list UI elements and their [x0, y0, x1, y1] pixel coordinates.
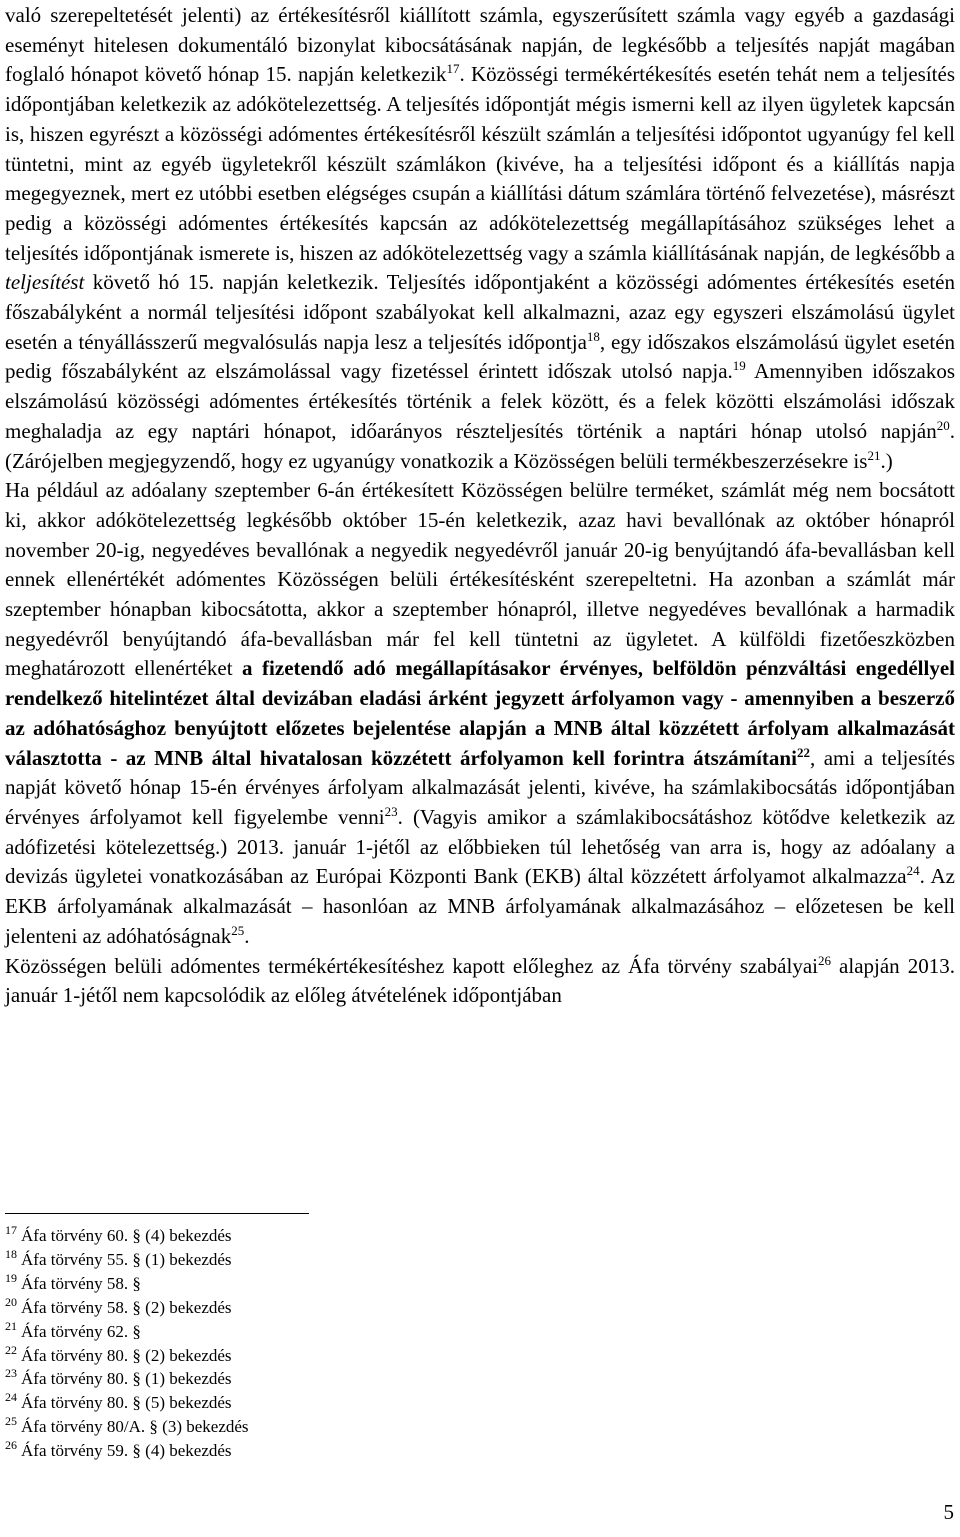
footnote-reference: 17 [446, 61, 460, 77]
footnote-text: Áfa törvény 55. § (1) bekezdés [21, 1249, 232, 1269]
footnote-number: 20 [5, 1294, 17, 1309]
footnote-reference: 22 [796, 744, 810, 760]
footnote-number: 26 [5, 1438, 17, 1453]
footnote [5, 1439, 605, 1463]
paragraph [5, 952, 955, 1011]
footnote-text: Áfa törvény 80. § (1) bekezdés [21, 1369, 232, 1389]
footnote-text: Áfa törvény 60. § (4) bekezdés [21, 1226, 232, 1245]
footnote-number: 23 [5, 1366, 17, 1381]
text-run: . (Zárójelben megjegyzendő, hogy ez ugyanúgy vonatkozik a Közösségen belüli termékbeszerzésekre is [5, 418, 955, 473]
footnote-text: Áfa törvény 58. § (2) bekezdés [21, 1297, 232, 1317]
paragraph [5, 1, 955, 476]
footnote-list [5, 1224, 605, 1463]
footnote-text: Áfa törvény 80. § (5) bekezdés [21, 1393, 232, 1413]
text-run: követő hó 15. napján keletkezik. Teljesítés időpontjaként a közösségi adómentes értékesítés esetén főszabályként a normál teljesítési időpont szabályokat kell alkalmazni, azaz egy egyszeri elszámolású ügylet esetén a tényállásszerű megvalósulás napja lesz a teljesítés időpontja [5, 270, 955, 354]
text-run: Amennyiben időszakos elszámolású közösségi adómentes értékesítés történik a felek között, és a felek közötti elszámolási időszak meghaladja az egy naptári hónapot, időarányos részteljesítés történik a naptári hónap utolsó napján [5, 359, 955, 443]
text-run: Közösségen belüli adómentes termékértékesítéshez kapott előleghez az Áfa törvény szabályai [5, 953, 818, 978]
footnote-reference: 24 [906, 863, 920, 879]
footnote-number: 21 [5, 1318, 17, 1333]
text-run: való szerepeltetését jelenti) az értékesítésről kiállított számla, egyszerűsített számla vagy egyéb a gazdasági eseményt hitelesen dokumentáló bizonylat kibocsátásának napján, de legkésőbb a teljesítés napját magában foglaló hónapot követő hónap 15. napján keletkezik [5, 3, 955, 87]
footnote [5, 1415, 605, 1439]
footnote-number: 24 [5, 1390, 17, 1405]
text-run: , ami a teljesítés napját követő hónap 15-én érvényes árfolyam alkalmazását jelenti, kivéve, ha számlakibocsátás időpontjában érvényes árfolyamot kell figyelembe venni [5, 745, 955, 829]
footnote [5, 1272, 605, 1296]
footnote [5, 1367, 605, 1391]
footnote [5, 1344, 605, 1368]
footnote-reference: 20 [936, 417, 950, 433]
footnote-number: 17 [5, 1223, 17, 1237]
text-run: . [244, 923, 250, 948]
text-run: alapján 2013. január 1-jétől nem kapcsolódik az előleg átvételének időpontjában [5, 953, 955, 1008]
footnote [5, 1248, 605, 1272]
text-run: . Közösségi termékértékesítés esetén tehát nem a teljesítés időpontjában keletkezik az adókötelezettség. A teljesítés időpontját mégis ismerni kell az ilyen ügyletek kapcsán is, hiszen egyrészt a közösségi adómentes értékesítésről készült számlán a teljesítési időpontot ugyanúgy fel kell tüntetni, mint az egyéb ügyletekről készült számlákon (kivéve, ha a teljesítési időpont és a kiállítás napja megegyeznek, mert ez utóbbi esetben elégséges csupán a kiállítási dátum számlára történő felvezetése), másrészt pedig a közösségi adómentes értékesítés kapcsán az adókötelezettség megállapításához szükséges lehet a teljesítés időpontjának ismerete is, hiszen az adókötelezettség vagy a számla kiállításának napján, de legkésőbb a [5, 62, 955, 265]
footnote-text: Áfa törvény 58. § [21, 1273, 141, 1293]
paragraph [5, 476, 955, 951]
footnote-reference: 19 [732, 358, 746, 374]
footnote-number: 25 [5, 1414, 17, 1429]
text-run: , egy időszakos elszámolású ügylet esetén pedig főszabályként az elszámolással vagy fizetéssel érintett időszak utolsó napja. [5, 329, 956, 384]
footnote-reference: 18 [586, 328, 600, 344]
italic-text: teljesítést [5, 270, 85, 295]
footnote [5, 1224, 605, 1248]
footnote [5, 1296, 605, 1320]
footnote-divider [5, 1213, 309, 1214]
body-text [5, 1, 955, 1011]
page-number: 5 [943, 1500, 954, 1524]
footnote-text: Áfa törvény 80/A. § (3) bekezdés [21, 1417, 249, 1437]
footnote-text: Áfa törvény 80. § (2) bekezdés [21, 1345, 232, 1365]
text-run: . (Vagyis amikor a számlakibocsátáshoz kötődve keletkezik az adófizetési kötelezettség.) 2013. január 1-jétől az előbbieken túl lehetőség van arra is, hogy az adóalany a devizás ügyletei vonatkozásában az Európai Központi Bank (EKB) által közzétett árfolyamot alkalmazza [5, 804, 955, 889]
bold-text: a fizetendő adó megállapításakor érvényes, belföldön pénzváltási engedéllyel rendelkező hitelintézet által devizában eladási árként jegyzett árfolyamon vagy - amennyiben a beszerző az adóhatósághoz benyújtott előzetes bejelentése alapján a MNB által közzétett árfolyam alkalmazását választotta - az MNB által hivatalosan közzétett árfolyamon kell forintra átszámítani [5, 656, 955, 770]
footnote-number: 22 [5, 1342, 17, 1357]
footnote-reference: 25 [231, 922, 245, 938]
text-run: Ha például az adóalany szeptember 6-án értékesített Közösségen belülre terméket, számlát még nem bocsátott ki, akkor adókötelezettség legkésőbb október 15-én keletkezik, azaz havi bevallónak az október hónapról november 20-ig, negyedéves bevallónak a negyedik negyedévről január 20-ig benyújtandó áfa-bevallásban kell ennek ellenértékét adómentes Közösségen belüli értékesítésként szerepeltetni. Ha azonban a számlát már szeptember hónapban kibocsátotta, akkor a szeptember hónapról, illetve negyedéves bevallónak a harmadik negyedévről benyújtandó áfa-bevallásban már fel kell tüntetni az ügyletet. A külföldi fizetőeszközben meghatározott ellenértéket [5, 478, 955, 681]
footnote [5, 1391, 605, 1415]
footnote-number: 19 [5, 1270, 17, 1285]
footnote-reference: 23 [384, 803, 398, 819]
footnote-reference: 21 [867, 447, 881, 463]
footnote [5, 1320, 605, 1344]
footnote-text: Áfa törvény 62. § [21, 1321, 141, 1341]
text-run: . Az EKB árfolyamának alkalmazását – hasonlóan az MNB árfolyamának alkalmazásához – előzetesen be kell jelenteni az adóhatóságnak [5, 864, 956, 948]
footnote-number: 18 [5, 1246, 17, 1261]
footnote-reference: 26 [818, 952, 831, 968]
footnote-text: Áfa törvény 59. § (4) bekezdés [21, 1441, 232, 1461]
text-run: .) [880, 448, 893, 473]
